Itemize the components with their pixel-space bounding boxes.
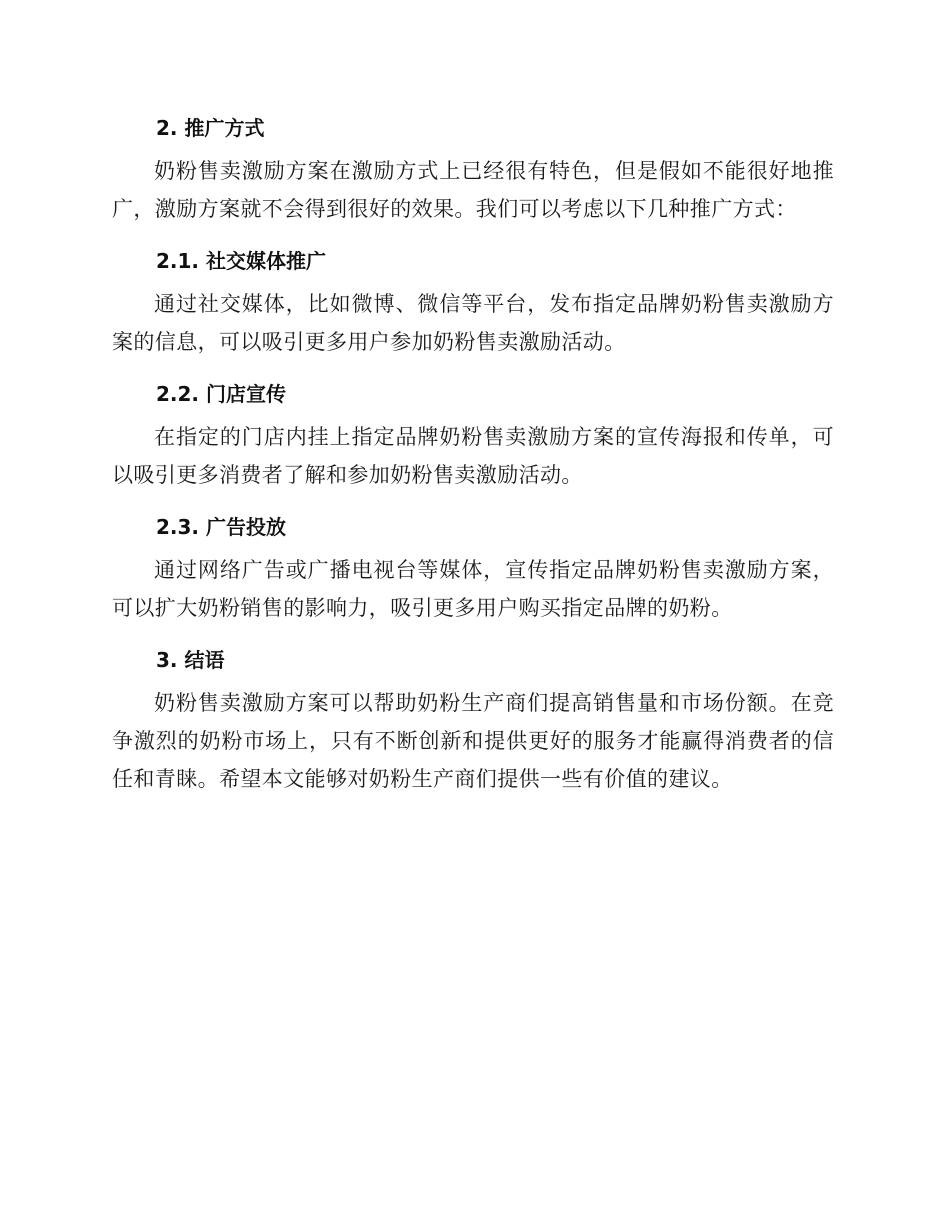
section-paragraph-social-media: 通过社交媒体，比如微博、微信等平台，发布指定品牌奶粉售卖激励方案的信息，可以吸引更多用户参加奶粉售卖激励活动。: [112, 292, 834, 354]
section-paragraph-advertising: 通过网络广告或广播电视台等媒体，宣传指定品牌奶粉售卖激励方案，可以扩大奶粉销售的影响力，吸引更多用户购买指定品牌的奶粉。: [112, 558, 834, 620]
document-body: [112, 110, 834, 813]
section-heading-advertising: 2.3. 广告投放: [156, 515, 286, 539]
section-paragraph-store: 在指定的门店内挂上指定品牌奶粉售卖激励方案的宣传海报和传单，可以吸引更多消费者了解和参加奶粉售卖激励活动。: [112, 425, 834, 487]
section-heading-conclusion: 3. 结语: [156, 648, 225, 672]
section-paragraph-conclusion: 奶粉售卖激励方案可以帮助奶粉生产商们提高销售量和市场份额。在竞争激烈的奶粉市场上，只有不断创新和提供更好的服务才能赢得消费者的信任和青睐。希望本文能够对奶粉生产商们提供一些有价值的建议。: [112, 691, 834, 791]
section-heading-social-media: 2.1. 社交媒体推广: [156, 249, 326, 273]
section-heading-promotion: 2. 推广方式: [156, 116, 265, 140]
section-heading-store: 2.2. 门店宣传: [156, 382, 286, 406]
section-paragraph-promotion: 奶粉售卖激励方案在激励方式上已经很有特色，但是假如不能很好地推广，激励方案就不会得到很好的效果。我们可以考虑以下几种推广方式：: [112, 159, 834, 221]
